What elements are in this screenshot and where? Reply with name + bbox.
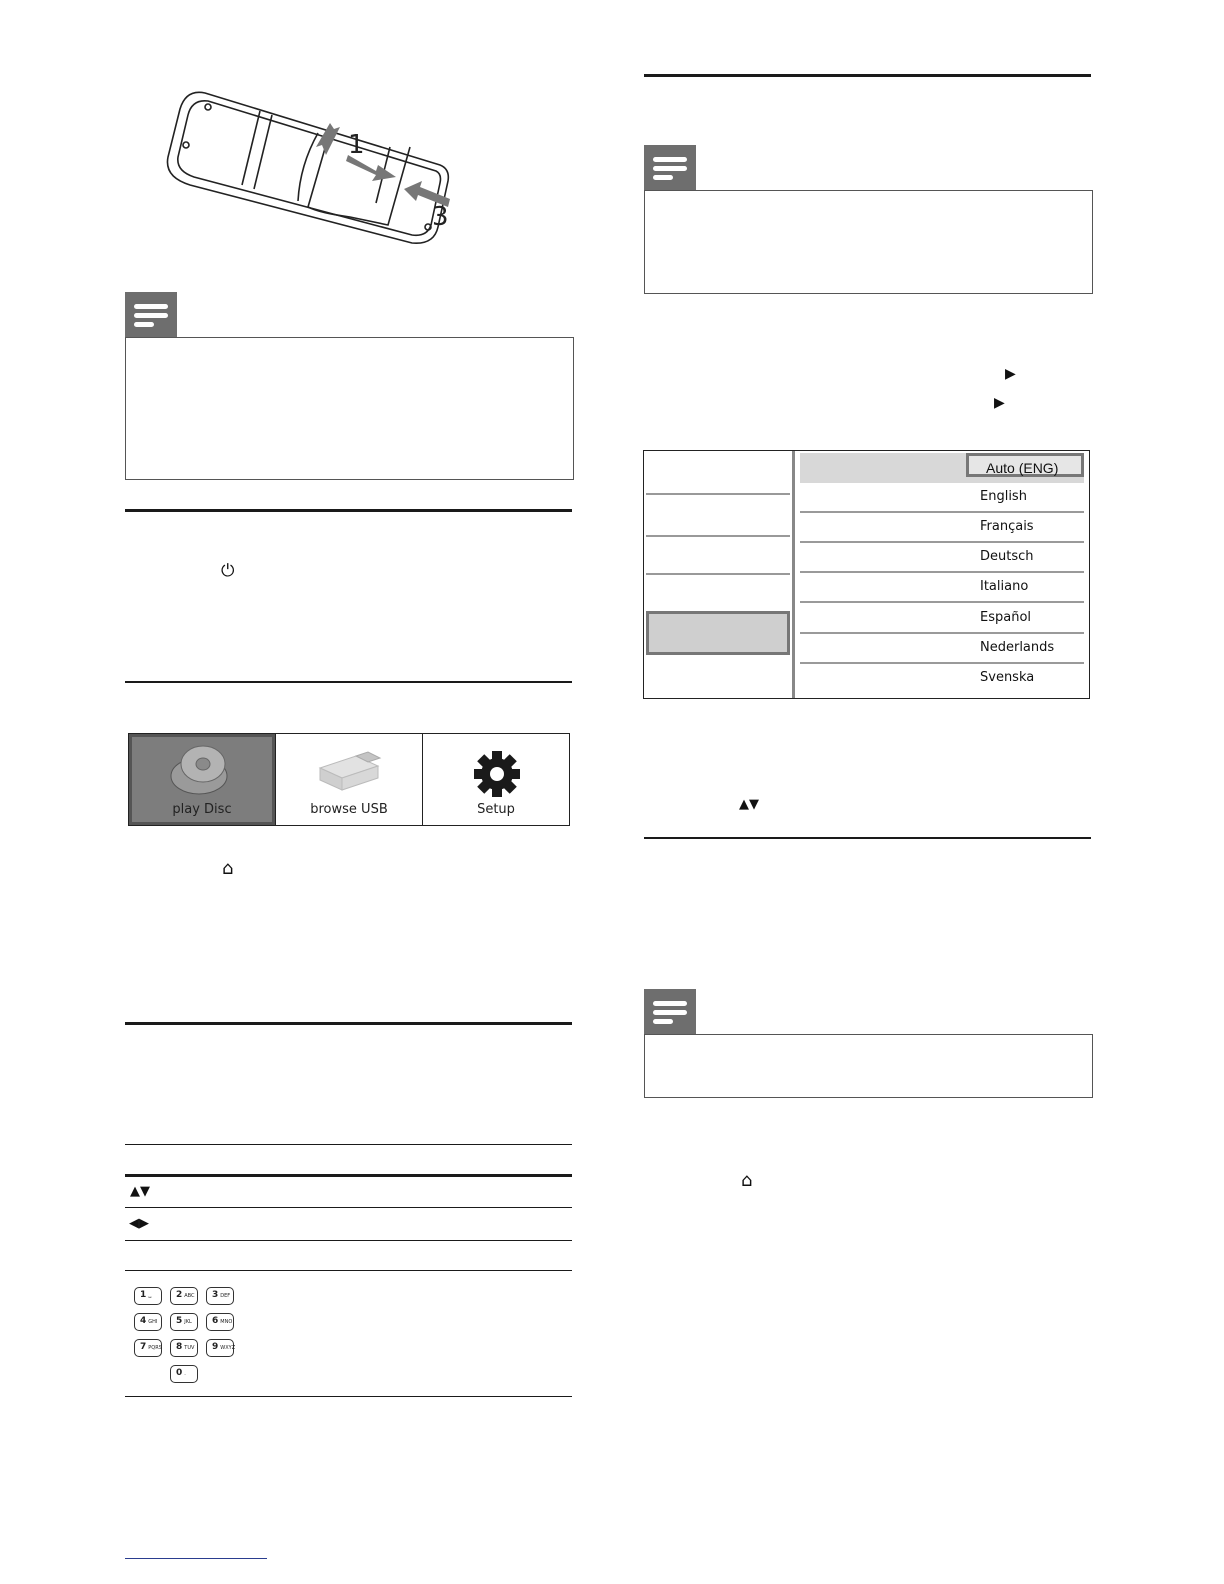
section-rule bbox=[125, 1022, 572, 1025]
home-menu bbox=[128, 733, 570, 826]
note-box bbox=[125, 337, 574, 480]
section-rule bbox=[125, 681, 572, 683]
home-item-label: play Disc bbox=[172, 802, 232, 817]
language-selected-value: Auto (ENG) bbox=[966, 453, 1084, 477]
language-option-selected[interactable] bbox=[800, 453, 1084, 483]
disc-icon bbox=[169, 742, 231, 798]
key-9: 9 WXYZ bbox=[206, 1339, 234, 1357]
callout-1: 1 bbox=[348, 130, 365, 160]
key-1: 1 ␣ bbox=[134, 1287, 162, 1305]
language-option[interactable]: Español bbox=[800, 602, 1084, 634]
table-row-rule bbox=[125, 1240, 572, 1241]
menu-category-selected[interactable] bbox=[646, 611, 790, 655]
table-row-rule bbox=[125, 1270, 572, 1271]
table-row-rule bbox=[125, 1207, 572, 1208]
key-3: 3 DEF bbox=[206, 1287, 234, 1305]
home-item-browse-usb[interactable] bbox=[276, 734, 423, 825]
note-icon bbox=[644, 145, 696, 191]
remote-battery-illustration bbox=[150, 85, 470, 255]
navigate-left-right-icon: ◀▶ bbox=[129, 1216, 149, 1231]
home-icon: ⌂ bbox=[222, 858, 234, 879]
key-7: 7 PQRS bbox=[134, 1339, 162, 1357]
language-option[interactable]: Svenska bbox=[980, 670, 1035, 685]
note-box bbox=[644, 1034, 1093, 1098]
play-icon: ▶ bbox=[1005, 366, 1016, 382]
menu-category-slot[interactable] bbox=[646, 537, 790, 575]
note-icon bbox=[125, 292, 177, 338]
note-icon bbox=[644, 989, 696, 1035]
key-0: 0 . bbox=[170, 1365, 198, 1383]
home-item-label: browse USB bbox=[310, 802, 388, 817]
section-rule bbox=[644, 837, 1091, 839]
key-8: 8 TUV bbox=[170, 1339, 198, 1357]
key-6: 6 MNO bbox=[206, 1313, 234, 1331]
language-option[interactable]: Nederlands bbox=[800, 632, 1084, 664]
navigate-up-down-icon: ▲▼ bbox=[130, 1184, 150, 1199]
navigate-up-down-icon: ▲▼ bbox=[739, 797, 759, 812]
language-option[interactable]: Italiano bbox=[800, 571, 1084, 603]
home-item-play-disc[interactable] bbox=[129, 734, 276, 825]
menu-categories bbox=[644, 451, 795, 698]
key-2: 2 ABC bbox=[170, 1287, 198, 1305]
language-menu bbox=[643, 450, 1090, 699]
section-rule bbox=[644, 74, 1091, 77]
gear-icon bbox=[473, 750, 521, 798]
table-header-rule bbox=[125, 1174, 572, 1177]
section-rule bbox=[125, 509, 572, 512]
table-rule bbox=[125, 1144, 572, 1145]
note-box bbox=[644, 190, 1093, 294]
home-item-label: Setup bbox=[477, 802, 515, 817]
language-option[interactable]: Français bbox=[800, 511, 1084, 543]
callout-3: 3 bbox=[432, 202, 449, 232]
menu-category-slot[interactable] bbox=[646, 495, 790, 537]
power-icon: ⏻ bbox=[221, 561, 235, 581]
footnote-rule bbox=[125, 1558, 267, 1559]
play-icon: ▶ bbox=[994, 395, 1005, 411]
usb-drive-icon bbox=[316, 748, 382, 792]
key-4: 4 GHI bbox=[134, 1313, 162, 1331]
language-option[interactable]: Deutsch bbox=[800, 541, 1084, 573]
table-bottom-rule bbox=[125, 1396, 572, 1397]
home-icon: ⌂ bbox=[741, 1170, 753, 1191]
key-5: 5 JKL bbox=[170, 1313, 198, 1331]
home-item-setup[interactable] bbox=[423, 734, 569, 825]
language-option[interactable]: English bbox=[800, 481, 1084, 513]
menu-category-slot[interactable] bbox=[646, 451, 790, 495]
